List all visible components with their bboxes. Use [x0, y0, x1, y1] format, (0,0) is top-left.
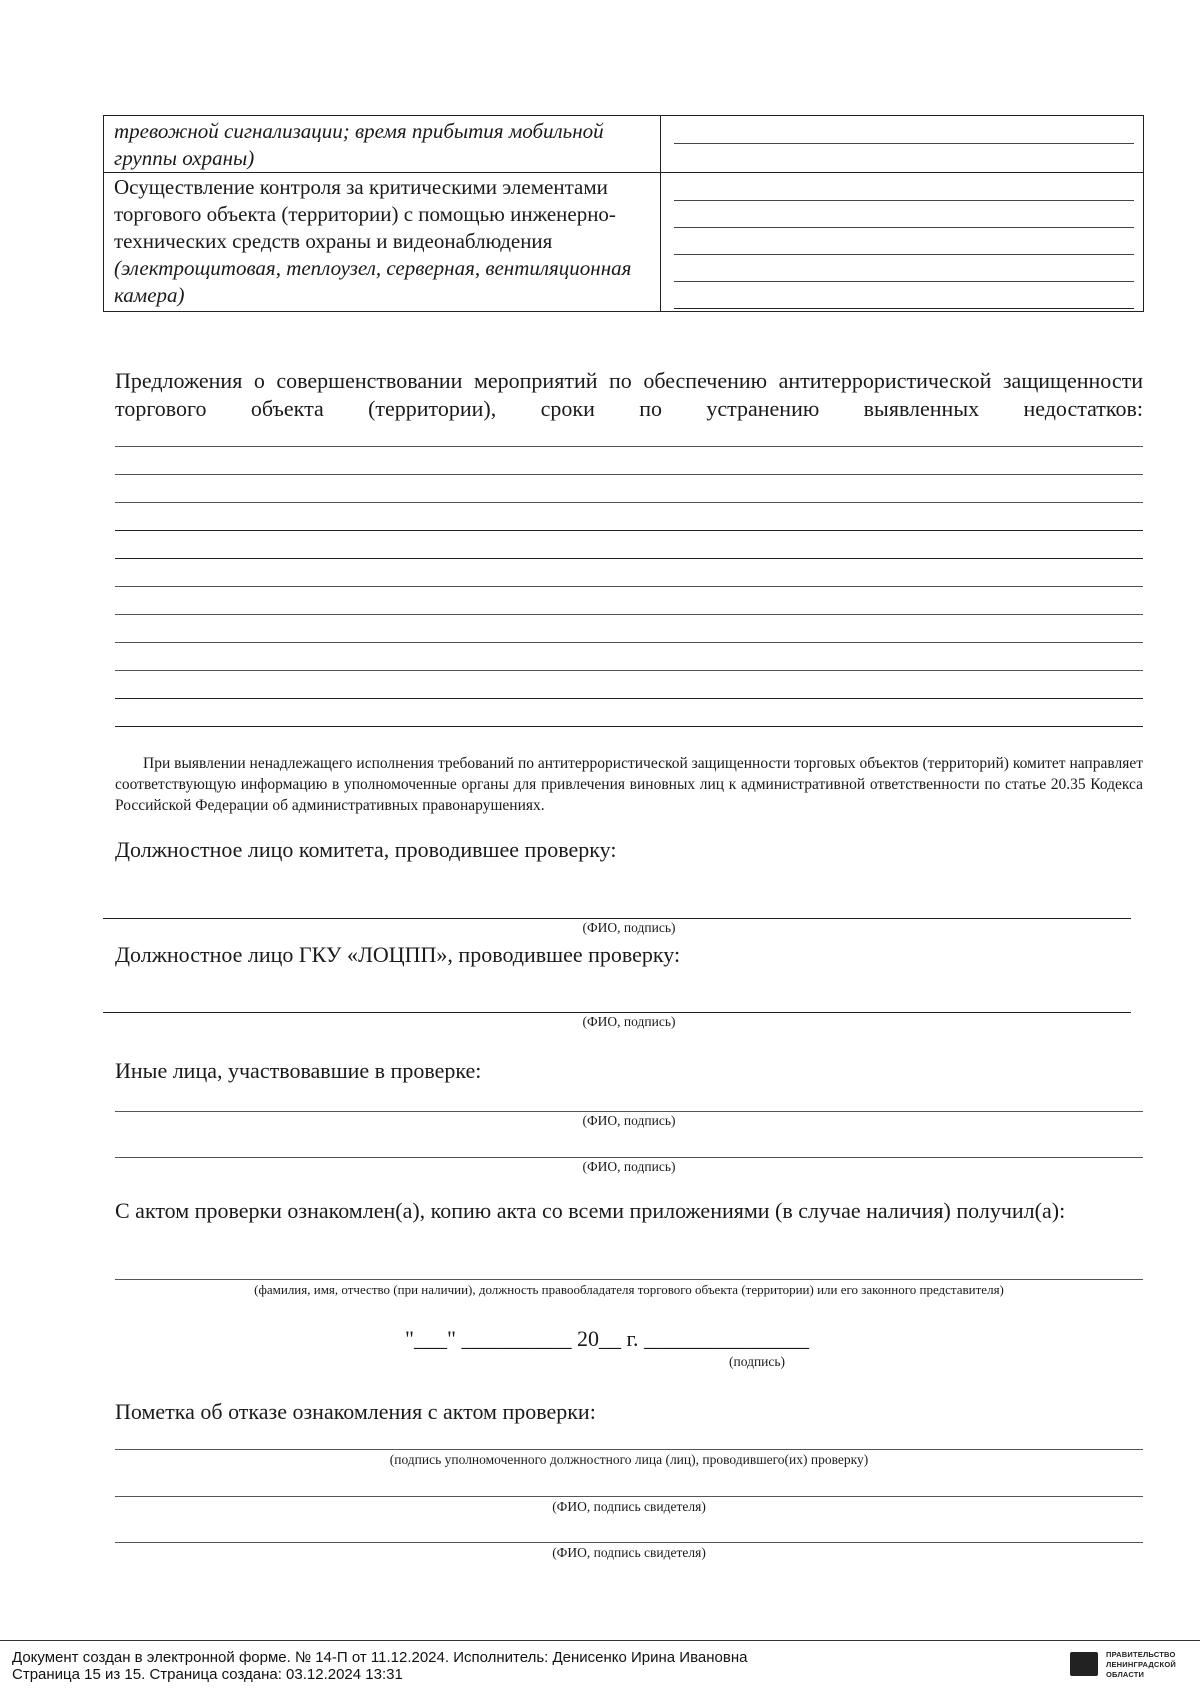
gku-official-caption: (ФИО, подпись)	[582, 1014, 676, 1029]
refusal-official-caption: (подпись уполномоченного должностного лица (лиц), проводившего(их) проверку)	[389, 1452, 869, 1467]
other-person-line-1[interactable]	[115, 1111, 1143, 1112]
other-persons-label: Иные лица, участвовавшие в проверке:	[115, 1058, 482, 1083]
owner-line[interactable]	[115, 1279, 1143, 1280]
proposal-line[interactable]	[115, 642, 1143, 643]
owner-caption: (фамилия, имя, отчество (при наличии), должность правообладателя торгового объекта (территории) или его законного представителя)	[254, 1282, 1004, 1297]
committee-official-caption: (ФИО, подпись)	[582, 920, 676, 935]
refusal-heading: Пометка об отказе ознакомления с актом проверки:	[115, 1399, 596, 1424]
committee-official-label: Должностное лицо комитета, проводившее проверку:	[115, 837, 617, 862]
table-row1-fill-line[interactable]	[674, 143, 1134, 144]
table-row2-fill-line-1[interactable]	[674, 200, 1134, 201]
table-row2-italic: (электрощитовая, теплоузел, серверная, вентиляционная камера)	[114, 256, 632, 307]
committee-official-line[interactable]	[103, 918, 1131, 919]
other-person-line-2[interactable]	[115, 1157, 1143, 1158]
proposal-line[interactable]	[115, 530, 1143, 531]
table-row2-fill-line-3[interactable]	[674, 254, 1134, 255]
other-person-caption-2: (ФИО, подпись)	[582, 1159, 676, 1174]
footer-line-1: Документ создан в электронной форме. № 14-П от 11.12.2024. Исполнитель: Денисенко Ирина Ивановна	[12, 1649, 748, 1666]
table-column-divider	[660, 116, 661, 311]
table-row2-fill-line-2[interactable]	[674, 227, 1134, 228]
table-row2-fill-line-5[interactable]	[674, 308, 1134, 309]
proposal-line[interactable]	[115, 502, 1143, 503]
proposal-line[interactable]	[115, 446, 1143, 447]
table-row2-regular: Осуществление контроля за критическими элементами торгового объекта (территории) с помощью инженерно-технических средств охраны и видеонаблюдения	[114, 175, 616, 253]
table-row2-text	[114, 174, 649, 309]
checklist-table	[103, 115, 1144, 312]
other-person-caption-1: (ФИО, подпись)	[582, 1113, 676, 1128]
table-row2-fill-line-4[interactable]	[674, 281, 1134, 282]
coat-of-arms-icon	[1070, 1652, 1098, 1676]
table-row-divider	[104, 172, 1143, 173]
refusal-official-line[interactable]	[115, 1449, 1143, 1450]
witness-line-1[interactable]	[115, 1496, 1143, 1497]
date-signature-line[interactable]: "___" __________ 20__ г. _______________	[405, 1326, 810, 1351]
witness-line-2[interactable]	[115, 1542, 1143, 1543]
logo-text: ПРАВИТЕЛЬСТВО ЛЕНИНГРАДСКОЙ ОБЛАСТИ	[1106, 1650, 1176, 1679]
proposals-heading: Предложения о совершенствовании мероприятий по обеспечению антитеррористической защищенности торгового объекта (территории), сроки по устранению выявленных недостатков:	[115, 368, 1143, 421]
proposal-line[interactable]	[115, 558, 1143, 559]
government-logo	[1070, 1646, 1188, 1684]
proposal-line[interactable]	[115, 474, 1143, 475]
table-row1-text: тревожной сигнализации; время прибытия мобильной группы охраны)	[114, 119, 604, 170]
gku-official-line[interactable]	[103, 1012, 1131, 1013]
proposal-line[interactable]	[115, 698, 1143, 699]
gku-official-label: Должностное лицо ГКУ «ЛОЦПП», проводившее проверку:	[115, 942, 681, 967]
notice-text: При выявлении ненадлежащего исполнения требований по антитеррористической защищенности торговых объектов (территорий) комитет направляет соответствующую информацию в уполномоченные органы для привлечения виновных лиц к административной ответственности по статье 20.35 Кодекса Российской Федерации об административных правонарушениях.	[115, 755, 1143, 814]
footer-line-2: Страница 15 из 15. Страница создана: 03.12.2024 13:31	[12, 1666, 403, 1683]
proposal-line[interactable]	[115, 614, 1143, 615]
proposal-line[interactable]	[115, 726, 1143, 727]
date-signature-caption: (подпись)	[729, 1354, 786, 1369]
witness-caption-1: (ФИО, подпись свидетеля)	[552, 1499, 706, 1514]
proposal-line[interactable]	[115, 586, 1143, 587]
proposal-line[interactable]	[115, 670, 1143, 671]
acquainted-text: С актом проверки ознакомлен(а), копию акта со всеми приложениями (в случае наличия) получил(а):	[115, 1198, 1066, 1223]
footer-divider	[0, 1640, 1200, 1641]
witness-caption-2: (ФИО, подпись свидетеля)	[552, 1545, 706, 1560]
